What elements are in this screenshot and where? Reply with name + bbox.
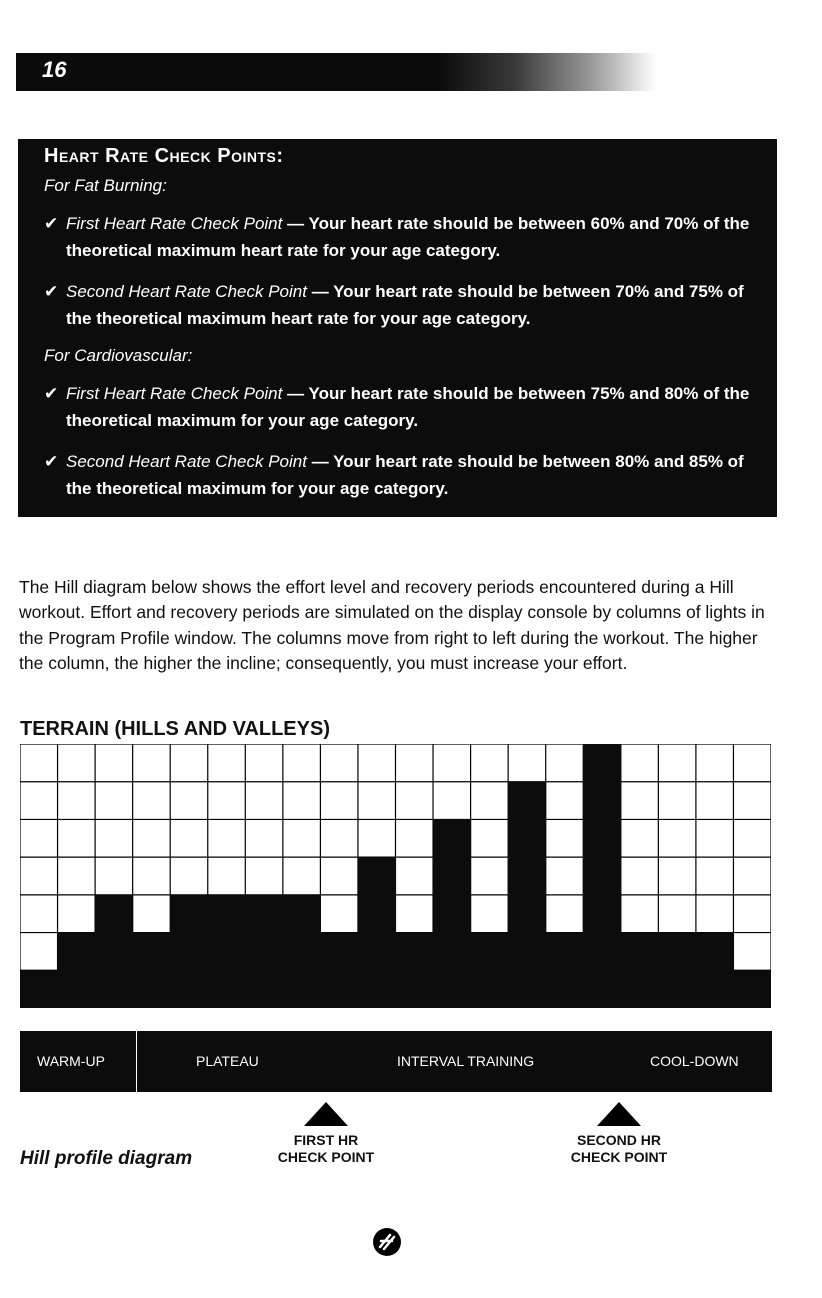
hill-profile-caption: Hill profile diagram	[20, 1148, 193, 1169]
terrain-column-17	[621, 933, 659, 1008]
checkpoint-text: — Your heart rate should be between 70% and 75% of the theoretical maximum heart rate for your age category.	[66, 282, 744, 328]
workout-phase-bar	[20, 1031, 772, 1092]
up-triangle-icon	[597, 1102, 641, 1126]
terrain-column-9	[320, 933, 358, 1008]
cardio-second-checkpoint	[44, 448, 757, 502]
up-triangle-icon	[304, 1102, 348, 1126]
checkpoint-lead: Second Heart Rate Check Point	[66, 452, 307, 471]
checkmark-icon: ✔	[44, 214, 59, 233]
phase-cool-down: COOL-DOWN	[650, 1053, 739, 1069]
terrain-column-4	[133, 933, 171, 1008]
page-number: 16	[42, 57, 67, 82]
second-hr-checkpoint-marker	[559, 1102, 679, 1166]
hill-description-paragraph: The Hill diagram below shows the effort level and recovery periods encountered during a Hill workout. Effort and recovery periods are simulated on the display console by columns of lights in the Program Profile window. The columns move from right to left during the workout. The higher the column, the higher the incline; consequently, you must increase your effort.	[19, 576, 765, 673]
terrain-column-1	[20, 970, 58, 1008]
terrain-column-20	[733, 970, 771, 1008]
terrain-column-12	[433, 819, 471, 1008]
heart-rate-box-title: Heart Rate Check Points:	[44, 145, 284, 167]
checkpoint-lead: First Heart Rate Check Point	[66, 384, 283, 403]
terrain-column-2	[58, 933, 96, 1008]
checkpoint-lead: Second Heart Rate Check Point	[66, 282, 307, 301]
terrain-column-13	[471, 933, 509, 1008]
checkpoint-text: — Your heart rate should be between 80% and 85% of the theoretical maximum for your age category.	[66, 452, 744, 498]
fat-burning-heading: For Fat Burning:	[44, 176, 167, 195]
terrain-column-10	[358, 857, 396, 1008]
phase-interval-training: INTERVAL TRAINING	[397, 1053, 535, 1069]
checkpoint-lead: First Heart Rate Check Point	[66, 214, 283, 233]
marker-label-line1: FIRST HR	[293, 1132, 359, 1148]
terrain-column-14	[508, 782, 546, 1008]
checkpoint-text: — Your heart rate should be between 75% and 80% of the theoretical maximum for your age category.	[66, 384, 750, 430]
terrain-column-19	[696, 933, 734, 1008]
fat-burning-first-checkpoint	[44, 210, 757, 264]
terrain-title: TERRAIN (HILLS AND VALLEYS)	[20, 718, 330, 740]
phase-divider	[136, 1031, 137, 1092]
fat-burning-second-checkpoint	[44, 278, 757, 332]
terrain-column-3	[95, 895, 133, 1008]
checkmark-icon: ✔	[44, 384, 59, 403]
phase-plateau: PLATEAU	[196, 1053, 259, 1069]
marker-label-line2: CHECK POINT	[277, 1149, 375, 1165]
terrain-column-11	[396, 933, 434, 1008]
checkmark-icon: ✔	[44, 452, 59, 471]
hill-profile-grid	[20, 744, 771, 1008]
cardiovascular-heading: For Cardiovascular:	[44, 346, 193, 365]
brand-logo-icon	[372, 1227, 402, 1257]
cardio-first-checkpoint	[44, 380, 757, 434]
terrain-column-15	[546, 933, 584, 1008]
terrain-column-6	[208, 895, 246, 1008]
heart-rate-checkpoints-box	[18, 139, 777, 517]
checkmark-icon: ✔	[44, 282, 59, 301]
marker-label-line2: CHECK POINT	[570, 1149, 668, 1165]
marker-label-line1: SECOND HR	[576, 1132, 661, 1148]
terrain-column-16	[583, 744, 621, 1008]
terrain-column-7	[245, 895, 283, 1008]
terrain-column-18	[658, 933, 696, 1008]
phase-warm-up: WARM-UP	[37, 1053, 105, 1069]
terrain-column-5	[170, 895, 208, 1008]
first-hr-checkpoint-marker	[266, 1102, 386, 1166]
terrain-column-8	[283, 895, 321, 1008]
page-header-bar	[16, 53, 656, 91]
checkpoint-text: — Your heart rate should be between 60% and 70% of the theoretical maximum heart rate for your age category.	[66, 214, 750, 260]
